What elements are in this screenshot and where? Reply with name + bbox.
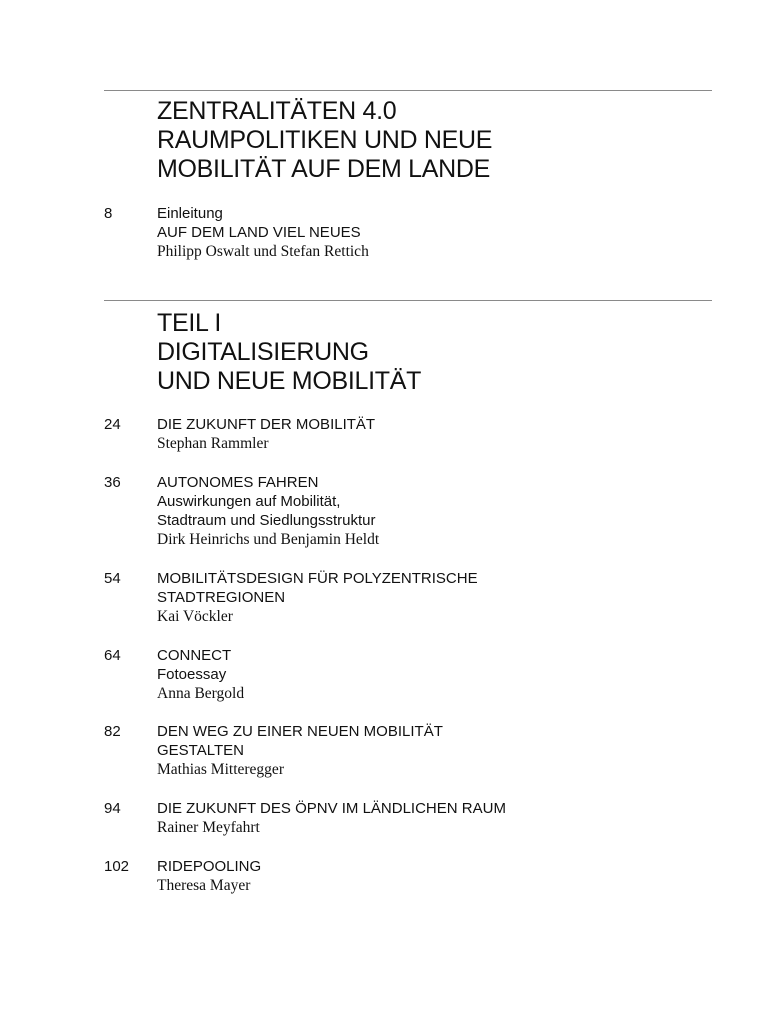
page-number: 36 bbox=[104, 474, 121, 491]
section-title-line: UND NEUE MOBILITÄT bbox=[157, 367, 422, 395]
entry-author: Philipp Oswalt und Stefan Rettich bbox=[157, 243, 369, 260]
section-title bbox=[157, 309, 421, 396]
page-number: 102 bbox=[104, 858, 130, 875]
entry-label: Einleitung bbox=[157, 205, 223, 222]
entry-subtitle: Stadtraum und Siedlungsstruktur bbox=[157, 512, 376, 529]
section-title-line: ZENTRALITÄTEN 4.0 bbox=[157, 97, 397, 125]
section-divider bbox=[104, 300, 712, 301]
page-number: 94 bbox=[104, 800, 121, 817]
entry-title: STADTREGIONEN bbox=[157, 589, 286, 606]
entry-title: RIDEPOOLING bbox=[157, 858, 262, 875]
section-title bbox=[157, 97, 492, 184]
entry-title: DEN WEG ZU EINER NEUEN MOBILITÄT bbox=[157, 723, 443, 740]
entry-author: Anna Bergold bbox=[157, 685, 245, 702]
entry-author: Kai Vöckler bbox=[157, 608, 233, 625]
section-title-line: DIGITALISIERUNG bbox=[157, 338, 369, 366]
entry-title: AUF DEM LAND VIEL NEUES bbox=[157, 224, 361, 241]
entry-subtitle: Fotoessay bbox=[157, 666, 227, 683]
page-number: 24 bbox=[104, 416, 121, 433]
entry-title: DIE ZUKUNFT DER MOBILITÄT bbox=[157, 416, 376, 433]
section-title-line: RAUMPOLITIKEN UND NEUE bbox=[157, 126, 493, 154]
entry-author: Dirk Heinrichs und Benjamin Heldt bbox=[157, 531, 380, 548]
section-divider bbox=[104, 90, 712, 91]
entry-subtitle: Auswirkungen auf Mobilität, bbox=[157, 493, 341, 510]
entry-body bbox=[157, 857, 717, 895]
section-title-line: MOBILITÄT AUF DEM LANDE bbox=[157, 155, 490, 183]
entry-author: Mathias Mitteregger bbox=[157, 761, 284, 778]
page-number: 54 bbox=[104, 570, 121, 587]
entry-author: Theresa Mayer bbox=[157, 877, 251, 894]
entry-title: MOBILITÄTSDESIGN FÜR POLYZENTRISCHE bbox=[157, 570, 478, 587]
entry-body bbox=[157, 415, 717, 453]
entry-body bbox=[157, 473, 717, 549]
entry-author: Rainer Meyfahrt bbox=[157, 819, 260, 836]
page-number: 82 bbox=[104, 723, 121, 740]
entry-title: CONNECT bbox=[157, 647, 232, 664]
entry-body bbox=[157, 204, 717, 261]
entry-body bbox=[157, 799, 717, 837]
entry-body bbox=[157, 569, 717, 626]
entry-title: DIE ZUKUNFT DES ÖPNV IM LÄNDLICHEN RAUM bbox=[157, 800, 506, 817]
entry-author: Stephan Rammler bbox=[157, 435, 269, 452]
entry-body bbox=[157, 722, 717, 779]
section-title-line: TEIL I bbox=[157, 309, 221, 337]
page-number: 64 bbox=[104, 647, 121, 664]
entry-body bbox=[157, 646, 717, 703]
entry-title: AUTONOMES FAHREN bbox=[157, 474, 319, 491]
entry-title: GESTALTEN bbox=[157, 742, 244, 759]
page-number: 8 bbox=[104, 205, 113, 222]
